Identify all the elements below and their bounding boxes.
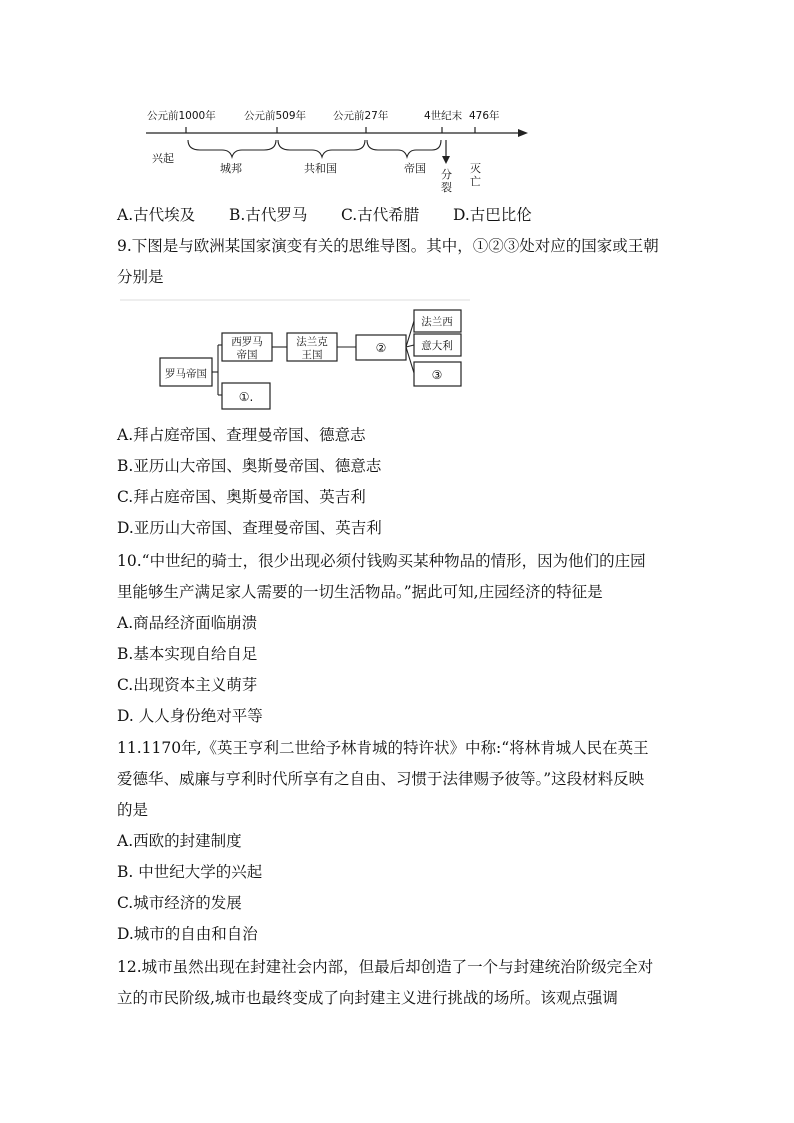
split-arrowhead [442, 156, 450, 164]
timeline-date-label: 476年 [469, 110, 500, 122]
timeline-figure [0, 0, 794, 200]
period-brace-republic [278, 140, 365, 157]
q11-option-a[interactable]: A.西欧的封建制度 [117, 832, 242, 850]
q8-option-a[interactable]: A.古代埃及 [117, 206, 196, 224]
q9-stem-line1: 9.下图是与欧洲某国家演变有关的思维导图。其中，①②③处对应的国家或王朝 [117, 237, 659, 255]
timeline-rise-label: 兴起 [152, 152, 174, 165]
q9-option-a[interactable]: A.拜占庭帝国、查理曼帝国、德意志 [117, 426, 366, 444]
q10-option-a[interactable]: A.商品经济面临崩溃 [117, 614, 258, 632]
timeline-date-label: 公元前1000年 [147, 110, 216, 122]
q10-option-c[interactable]: C.出现资本主义萌芽 [117, 676, 258, 694]
node-frankish-kingdom-label: 法兰克 [296, 336, 328, 348]
split-label: 分 [441, 168, 452, 181]
q11-stem-line1: 11.1170年,《英王亨利二世给予林肯城的特许状》中称:“将林肯城人民在英王 [117, 739, 649, 757]
q12-stem-line2: 立的市民阶级,城市也最终变成了向封建主义进行挑战的场所。该观点强调 [117, 989, 618, 1007]
period-label: 共和国 [304, 162, 337, 175]
node-blank-1-label: ①. [238, 390, 254, 404]
q11-option-d[interactable]: D.城市的自由和自治 [117, 925, 258, 943]
timeline-date-label: 4世纪末 [424, 110, 463, 122]
q10-option-b[interactable]: B.基本实现自给自足 [117, 645, 258, 663]
q8-option-d[interactable]: D.古巴比伦 [453, 206, 532, 224]
node-western-roman-empire-label: 西罗马 [231, 336, 263, 348]
fall-label: 亡 [470, 175, 481, 188]
q9-stem-line2: 分别是 [117, 268, 164, 286]
q8-option-b[interactable]: B.古代罗马 [229, 206, 308, 224]
q11-stem-line2: 爱德华、威廉与亨利时代所享有之自由、习惯于法律赐予彼等。”这段材料反映 [117, 770, 645, 788]
q9-option-b[interactable]: B.亚历山大帝国、奥斯曼帝国、德意志 [117, 457, 382, 475]
timeline-date-label: 公元前27年 [333, 110, 389, 122]
timeline-arrowhead [518, 129, 528, 137]
q10-stem-line2: 里能够生产满足家人需要的一切生活物品。”据此可知,庄园经济的特征是 [117, 583, 603, 601]
period-label: 帝国 [404, 162, 426, 175]
timeline-date-label: 公元前509年 [244, 110, 307, 122]
node-roman-empire-label: 罗马帝国 [165, 368, 207, 380]
q11-option-b[interactable]: B. 中世纪大学的兴起 [117, 863, 263, 881]
mind-map-figure [0, 295, 794, 420]
node-italy-label: 意大利 [421, 340, 453, 352]
q11-stem-line3: 的是 [117, 801, 149, 819]
q9-option-d[interactable]: D.亚历山大帝国、查理曼帝国、英吉利 [117, 519, 382, 537]
q8-options [117, 205, 532, 225]
node-frankish-kingdom-label: 王国 [301, 349, 323, 361]
connector [406, 321, 414, 347]
connector [406, 347, 414, 373]
q8-option-c[interactable]: C.古代希腊 [341, 206, 420, 224]
period-label: 城邦 [220, 162, 242, 175]
q11-option-c[interactable]: C.城市经济的发展 [117, 894, 242, 912]
q10-option-d[interactable]: D. 人人身份绝对平等 [117, 707, 263, 725]
period-brace-empire [367, 140, 441, 157]
connector [406, 345, 414, 347]
period-brace-city-state [188, 140, 276, 157]
node-blank-3-label: ③ [431, 368, 443, 382]
fall-label: 灭 [470, 162, 481, 175]
node-blank-2-label: ② [375, 341, 387, 355]
node-western-roman-empire-label: 帝国 [236, 349, 258, 361]
q10-stem-line1: 10.“中世纪的骑士，很少出现必须付钱购买某种物品的情形，因为他们的庄园 [117, 552, 646, 570]
split-label: 裂 [441, 181, 452, 194]
node-france-label: 法兰西 [421, 316, 453, 328]
q9-option-c[interactable]: C.拜占庭帝国、奥斯曼帝国、英吉利 [117, 488, 366, 506]
q12-stem-line1: 12.城市虽然出现在封建社会内部，但最后却创造了一个与封建统治阶级完全对 [117, 958, 654, 976]
